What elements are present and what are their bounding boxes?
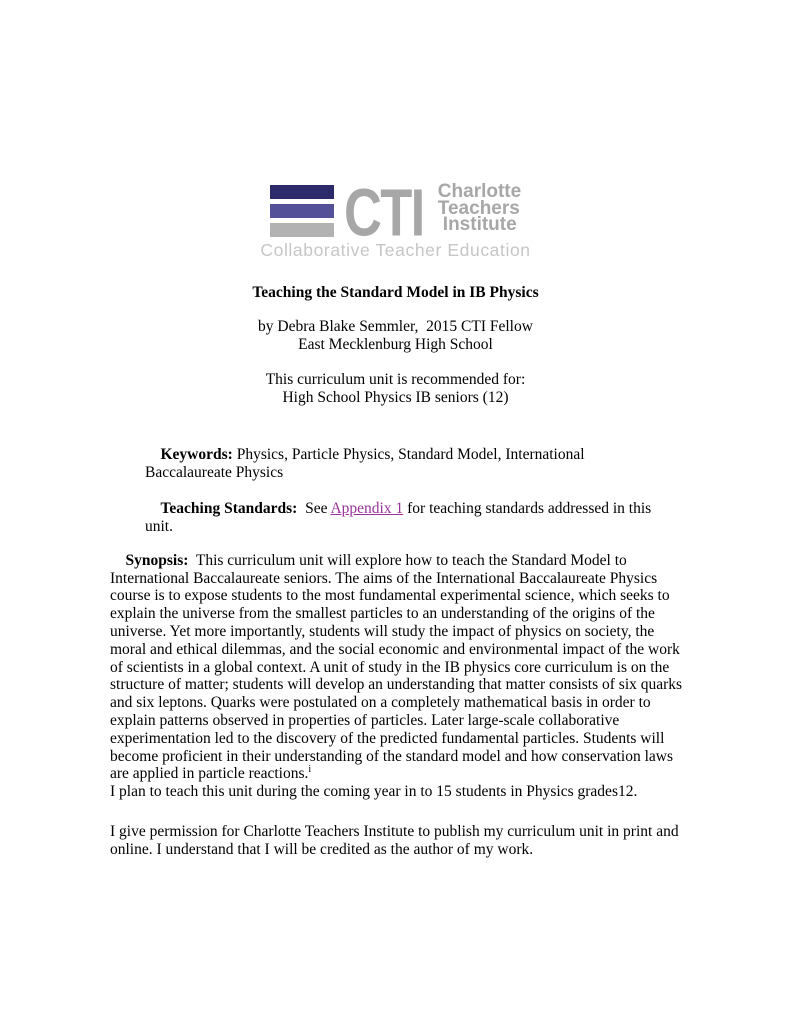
author-school: East Mecklenburg High School <box>298 335 493 353</box>
synopsis-paragraph <box>110 534 688 801</box>
permission-paragraph: I give permission for Charlotte Teachers Institute to publish my curriculum unit in print and online. I understand that I will be credited as the author of my work. <box>110 823 683 858</box>
synopsis-text: This curriculum unit will explore how to teach the Standard Model to International Baccalaureate seniors. The aims of the International Baccalaureate Physics course is to expose students to the most fundamental experimental science, which seeks to explain the universe from the smallest particles to an understanding of the origins of the universe. Yet more importantly, students will study the impact of physics on society, the moral and ethical dilemmas, and the social economic and environmental impact of the work of scientists in a global context. A unit of study in the IB physics core curriculum is on the structure of matter; students will develop an understanding that matter consists of six quarks and six leptons. Quarks were postulated on a completely mathematical basis in order to explain patterns observed in properties of particles. Later large-scale collaborative experimentation led to the discovery of the predicted fundamental particles. Students will become proficient in their understanding of the standard model and how conservation laws are applied in particle reactions. <box>110 551 686 783</box>
recommended-audience: High School Physics IB seniors (12) <box>282 388 509 406</box>
logo-bar-bottom <box>270 223 334 237</box>
cti-name-line: Teachers <box>437 197 520 219</box>
cti-name-line: Charlotte <box>437 181 522 202</box>
cti-logo <box>0 174 791 260</box>
teaching-standards-post-link: for teaching standards addressed in this unit. <box>145 499 656 535</box>
keywords-label: Keywords: <box>160 445 233 463</box>
appendix-1-link[interactable]: Appendix 1 <box>330 499 404 517</box>
logo-bar-middle <box>270 204 334 218</box>
author-byline: by Debra Blake Semmler, 2015 CTI Fellow <box>258 318 533 335</box>
teaching-plan-paragraph: I plan to teach this unit during the coming year in to 15 students in Physics grades12. <box>110 783 638 800</box>
cti-name-line: Institute <box>442 214 517 235</box>
cti-tagline: Collaborative Teacher Education <box>260 240 531 260</box>
cti-acronym: CTI <box>343 174 424 251</box>
recommended-block <box>0 371 791 407</box>
cti-institute-name <box>437 181 522 235</box>
recommended-intro: This curriculum unit is recommended for: <box>265 371 526 388</box>
logo-bar-top <box>270 185 334 199</box>
keywords-text: Physics, Particle Physics, Standard Model, International Baccalaureate Physics <box>145 445 589 481</box>
teaching-standards-label: Teaching Standards: <box>160 499 298 517</box>
endnote-marker: i <box>308 764 312 776</box>
teaching-standards-pre-link: See <box>297 499 331 517</box>
byline-block <box>0 318 791 354</box>
synopsis-label: Synopsis: <box>125 551 189 569</box>
unit-title: Teaching the Standard Model in IB Physics <box>252 284 539 301</box>
cti-logo-bars-icon <box>270 185 334 237</box>
